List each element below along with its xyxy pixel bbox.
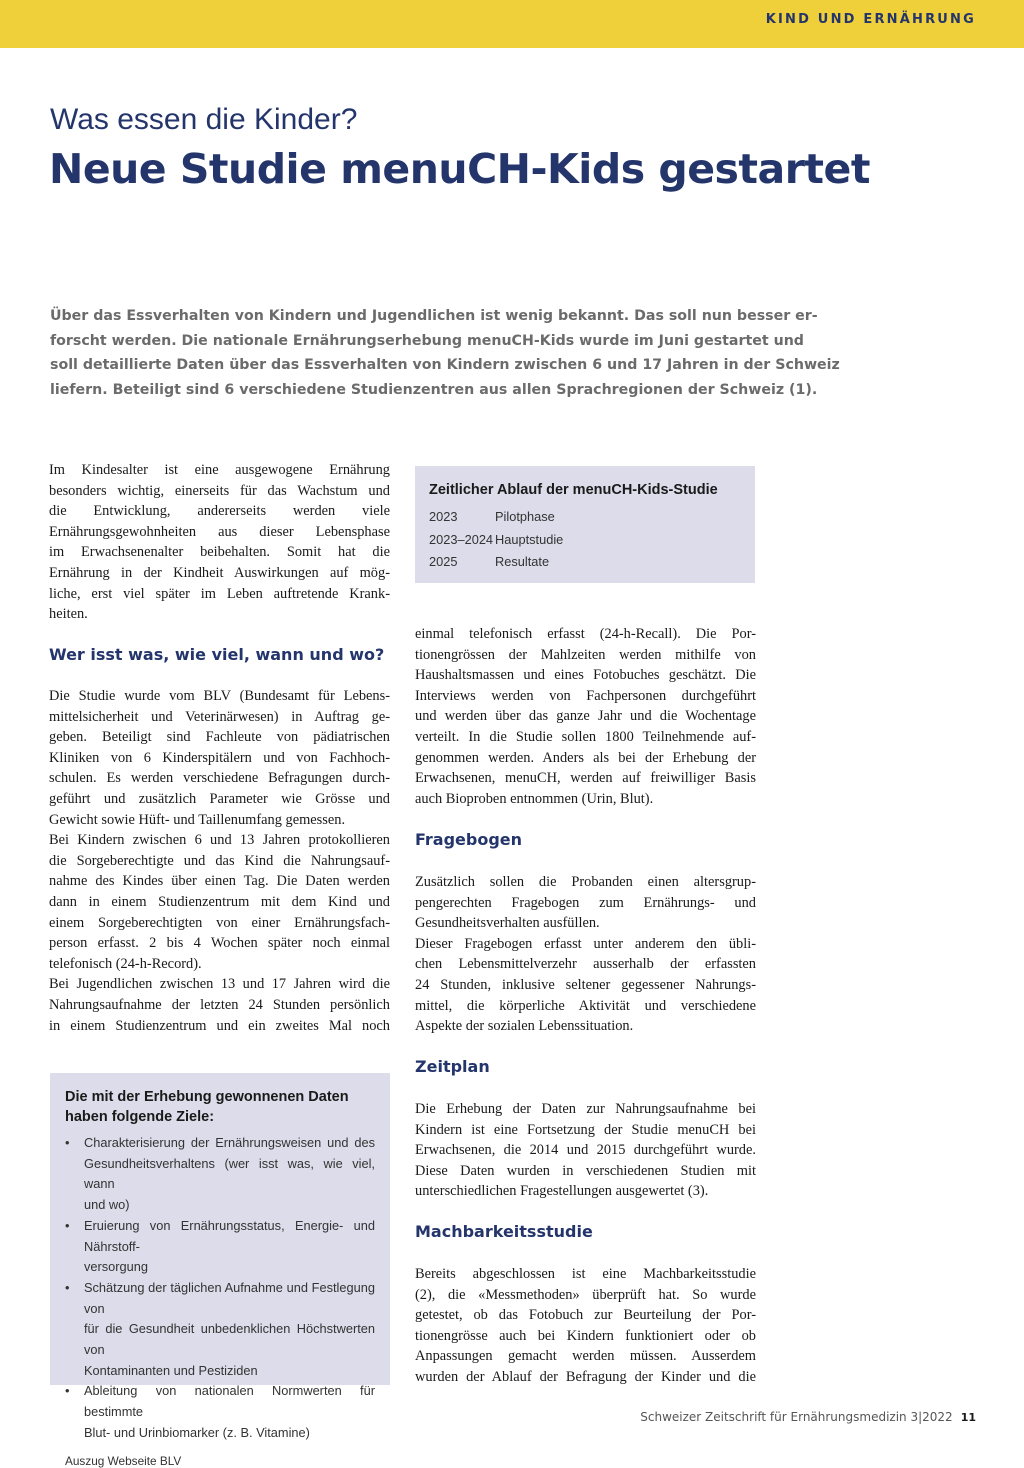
goals-list-item bbox=[65, 1381, 375, 1443]
text-line: telefonisch (24-h-Record). bbox=[49, 955, 202, 972]
text-line: tionengrössen der Mahlzeiten werden mithilfe von bbox=[415, 646, 756, 663]
text-line: (2), die «Messmethoden» überprüft hat. So wurde bbox=[415, 1286, 756, 1303]
goal-line: • Schätzung der täglichen Aufnahme und Festlegung von bbox=[84, 1279, 375, 1316]
timeline-phase: Pilotphase bbox=[495, 509, 555, 524]
goal-line: Kontaminanten und Pestiziden bbox=[84, 1362, 258, 1378]
text-line: pengerechten Fragebogen zum Ernährungs- und bbox=[415, 894, 756, 911]
timeline-phase: Resultate bbox=[495, 554, 550, 569]
timeline-year: 2023–2024 bbox=[429, 531, 494, 547]
goals-list-item bbox=[65, 1278, 375, 1382]
goal-line: und wo) bbox=[84, 1197, 130, 1213]
goal-line: für die Gesundheit unbedenklichen Höchstwerten von bbox=[84, 1321, 375, 1358]
text-line: mittelsicherheit und Veterinärwesen) in Auftrag ge- bbox=[49, 708, 390, 725]
heading-machbarkeitsstudie: Machbarkeitsstudie bbox=[415, 1222, 593, 1241]
text-line: geführt und zusätzlich Parameter wie Grösse und bbox=[49, 790, 390, 807]
text-line: Haushaltsmassen und eines Fotobuches geschätzt. Die bbox=[415, 667, 756, 684]
text-line: Erwachsenen, menuCH, werden auf freiwilliger Basis bbox=[415, 770, 756, 787]
timeline-row bbox=[429, 551, 741, 574]
text-line: einmal telefonisch erfasst (24-h-Recall). Die Por- bbox=[415, 626, 756, 642]
text-line: Kliniken von 6 Kinderspitälern und von Fachhoch- bbox=[49, 749, 390, 766]
text-line: die Sorgeberechtigte und das Kind die Nahrungsauf- bbox=[49, 852, 390, 869]
timeline-row bbox=[429, 529, 741, 552]
text-line: Die Studie wurde vom BLV (Bundesamt für Lebens- bbox=[49, 688, 390, 704]
page-footer bbox=[640, 1410, 976, 1424]
body-machbarkeitsstudie bbox=[415, 1264, 756, 1388]
text-line: einem Sorgeberechtigten von einer Ernährungsfach- bbox=[49, 914, 390, 931]
text-line: Gesundheitsverhalten ausfüllen. bbox=[415, 915, 600, 932]
text-line: Aspekte der sozialen Lebenssituation. bbox=[415, 1018, 634, 1035]
text-line: Gewicht sowie Hüft- und Taillenumfang gemessen. bbox=[49, 811, 346, 828]
body-zeitplan bbox=[415, 1099, 756, 1202]
text-line: Im Kindesalter ist eine ausgewogene Ernährung bbox=[49, 462, 390, 478]
text-line: Interviews werden von Fachpersonen durchgeführt bbox=[415, 687, 756, 704]
text-line: Diese Daten wurden in verschiedenen Studien mit bbox=[415, 1162, 756, 1179]
heading-fragebogen: Fragebogen bbox=[415, 830, 523, 849]
timeline-title: Zeitlicher Ablauf der menuCH-Kids-Studie bbox=[429, 482, 718, 498]
text-line: Anpassungen gemacht werden müssen. Ausserdem bbox=[415, 1348, 756, 1365]
goals-box bbox=[50, 1073, 390, 1468]
text-line: dann in einem Studienzentrum mit dem Kind und bbox=[49, 893, 390, 910]
text-line: Dieser Fragebogen erfasst unter anderem den übli- bbox=[415, 935, 756, 952]
goal-line: • Eruierung von Ernährungsstatus, Energie- und Nährstoff- bbox=[84, 1217, 375, 1254]
lead-line: Über das Essverhalten von Kindern und Jugendlichen ist wenig bekannt. Das soll nun besser er- bbox=[50, 308, 818, 324]
goals-list bbox=[65, 1133, 375, 1444]
body-wer-isst-was-continued bbox=[415, 624, 756, 809]
goal-line: • Ableitung von nationalen Normwerten für bestimmte bbox=[84, 1383, 375, 1420]
text-line: im Erwachsenenalter beibehalten. Somit hat die bbox=[49, 544, 390, 561]
text-line: besonders wichtig, einerseits für das Wachstum und bbox=[49, 482, 390, 499]
goals-list-item bbox=[65, 1133, 375, 1216]
goal-line: • Charakterisierung der Ernährungsweisen und des bbox=[84, 1135, 375, 1150]
intro-paragraph bbox=[49, 460, 390, 625]
text-line: geben. Beteiligt sind Fachleute von pädiatrischen bbox=[49, 729, 390, 746]
text-line: unterschiedlichen Fragestellungen ausgewertet (3). bbox=[415, 1183, 709, 1200]
lead-line: soll detaillierte Daten über das Essverhalten von Kindern zwischen 6 und 17 Jahren in der Schweiz bbox=[50, 357, 840, 374]
top-banner bbox=[0, 0, 1024, 48]
text-line: und werden über das ganze Jahr und die Wochentage bbox=[415, 708, 756, 725]
text-line: in einem Studienzentrum und ein zweites Mal noch bbox=[49, 1017, 390, 1034]
article-headline: Neue Studie menuCH-Kids gestartet bbox=[49, 145, 870, 193]
page-number: 11 bbox=[960, 1411, 976, 1424]
body-wer-isst-was bbox=[49, 686, 390, 1036]
text-line: Nahrungsaufnahme der letzten 24 Stunden persönlich bbox=[49, 996, 390, 1013]
text-line: liche, erst viel später im Leben auftretende Krank- bbox=[49, 585, 390, 602]
text-line: tionengrösse auch bei Kindern funktioniert oder ob bbox=[415, 1327, 756, 1344]
goal-line: Blut- und Urinbiomarker (z. B. Vitamine) bbox=[84, 1424, 310, 1440]
text-line: nahme des Kindes über einen Tag. Die Daten werden bbox=[49, 873, 390, 890]
goals-box-title bbox=[65, 1087, 375, 1127]
text-line: Kindern ist eine Fortsetzung der Studie menuCH bei bbox=[415, 1121, 756, 1138]
text-line: chen Lebensmittelverzehr ausserhalb der erfassten bbox=[415, 956, 756, 973]
goal-line: versorgung bbox=[84, 1259, 149, 1275]
journal-name: Schweizer Zeitschrift für Ernährungsmedizin 3|2022 bbox=[640, 1410, 953, 1424]
text-line: Ernährung in der Kindheit Auswirkungen auf mög- bbox=[49, 564, 390, 581]
goals-title-line: haben folgende Ziele: bbox=[65, 1109, 215, 1125]
timeline-box bbox=[415, 466, 755, 583]
timeline-year: 2023 bbox=[429, 509, 458, 524]
article-lead bbox=[50, 304, 840, 403]
text-line: wurden der Ablauf der Befragung der Kinder und die bbox=[415, 1368, 756, 1385]
text-line: Bei Jugendlichen zwischen 13 und 17 Jahren wird die bbox=[49, 976, 390, 993]
heading-wer-isst-was: Wer isst was, wie viel, wann und wo? bbox=[49, 645, 385, 664]
text-line: auch Bioproben entnommen (Urin, Blut). bbox=[415, 790, 654, 807]
text-line: mittel, die körperliche Aktivität und verschiedene bbox=[415, 997, 756, 1014]
goals-title-line: Die mit der Erhebung gewonnenen Daten bbox=[65, 1089, 349, 1105]
text-line: Bei Kindern zwischen 6 und 13 Jahren protokollieren bbox=[49, 832, 390, 849]
text-line: Ernährungsgewohnheiten aus dieser Lebensphase bbox=[49, 523, 390, 540]
lead-line: forscht werden. Die nationale Ernährungserhebung menuCH-Kids wurde im Juni gestartet und bbox=[50, 332, 804, 349]
goal-line: Gesundheitsverhaltens (wer isst was, wie viel, wann bbox=[84, 1155, 375, 1192]
text-line: getestet, ob das Fotobuch zur Beurteilung der Por- bbox=[415, 1307, 756, 1324]
text-line: Die Erhebung der Daten zur Nahrungsaufnahme bei bbox=[415, 1101, 756, 1117]
timeline-year: 2025 bbox=[429, 554, 458, 569]
goals-source: Auszug Webseite BLV bbox=[65, 1453, 182, 1468]
text-line: Zusätzlich sollen die Probanden einen altersgrup- bbox=[415, 874, 756, 890]
article-kicker: Was essen die Kinder? bbox=[50, 103, 358, 136]
text-line: die Entwicklung, andererseits werden viele bbox=[49, 503, 390, 520]
text-line: Bereits abgeschlossen ist eine Machbarkeitsstudie bbox=[415, 1266, 756, 1282]
heading-zeitplan: Zeitplan bbox=[415, 1057, 490, 1076]
text-line: verteilt. In die Studie sollen 1800 Teilnehmende auf- bbox=[415, 728, 756, 745]
body-fragebogen bbox=[415, 872, 756, 1037]
lead-line: liefern. Beteiligt sind 6 verschiedene Studienzentren aus allen Sprachregionen der Schweiz (1). bbox=[50, 382, 818, 399]
section-label: KIND UND ERNÄHRUNG bbox=[765, 12, 976, 27]
text-line: schulen. Es werden verschiedene Befragungen durch- bbox=[49, 770, 390, 787]
timeline-phase: Hauptstudie bbox=[495, 531, 564, 547]
timeline-row bbox=[429, 506, 741, 529]
text-line: Erwachsenen, die 2014 und 2015 durchgeführt wurde. bbox=[415, 1142, 756, 1159]
text-line: 24 Stunden, inklusive seltener gegessener Nahrungs- bbox=[415, 976, 756, 993]
text-line: person erfasst. 2 bis 4 Wochen später noch einmal bbox=[49, 935, 390, 952]
goals-list-item bbox=[65, 1216, 375, 1278]
text-line: heiten. bbox=[49, 606, 88, 623]
text-line: genommen werden. Anders als bei der Erhebung der bbox=[415, 749, 756, 766]
